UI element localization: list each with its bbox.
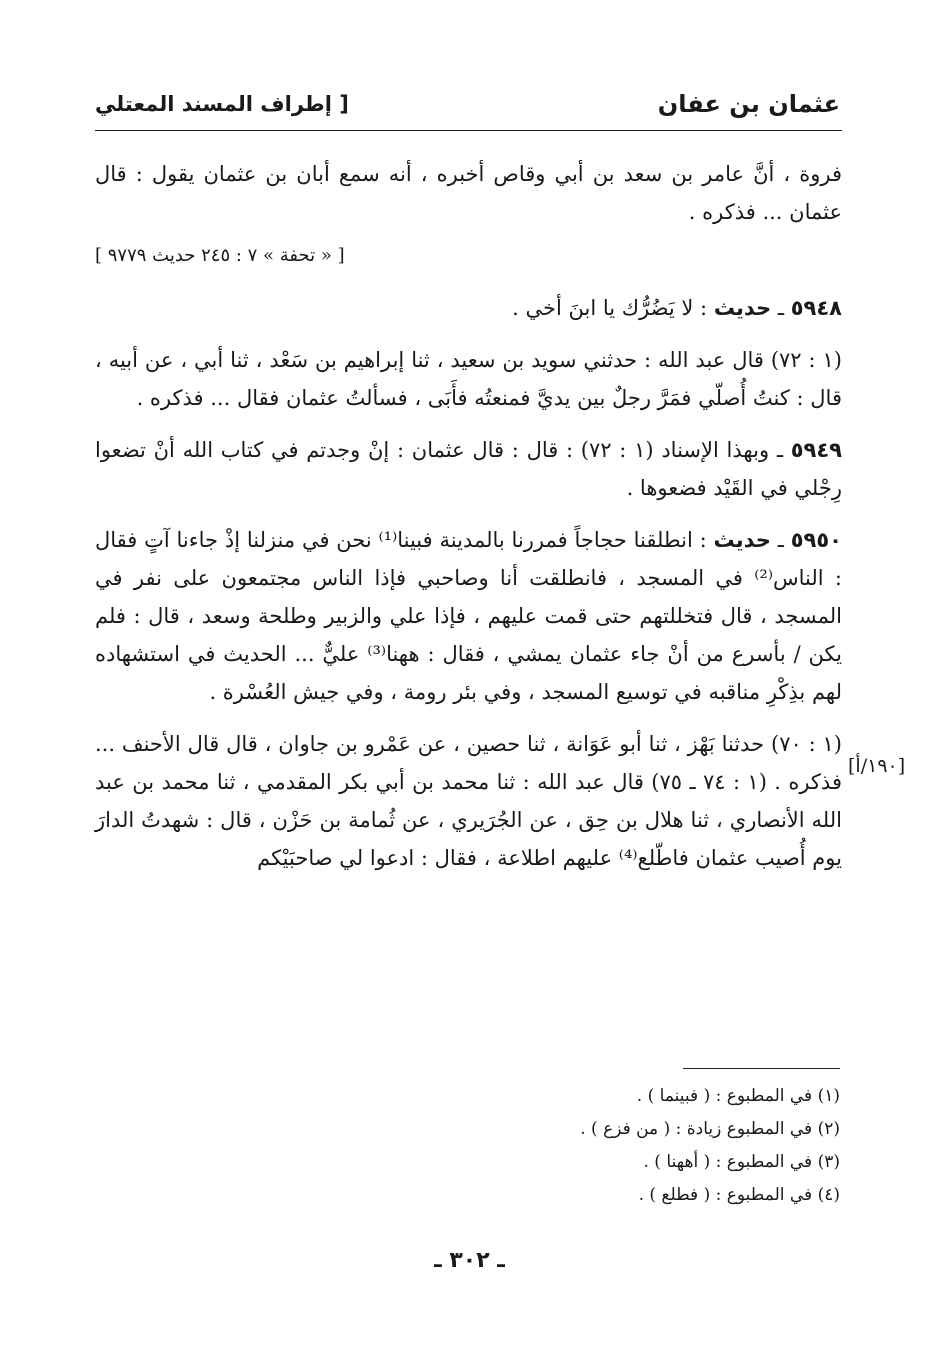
hadith-text: : انطلقنا حجاجاً فمررنا بالمدينة فبينا⁽¹⁾ نحن في منزلنا إذْ جاءنا آتٍ فقال : الناس⁽²⁾ في المسجد ، فانطلقت أنا وصاحبي فإذا الناس مجتمعون على نفر في المسجد ، قال فتخللتهم حتى قمت عليهم ، فإذا علي والزبير وطلحة وسعد ، قال : فلم يكن / بأسرع من أنْ جاء عثمان يمشي ، فقال : ههنا⁽³⁾ عليٌّ ... الحديث في استشهاده لهم بذِكْرِ مناقبه في توسيع المسجد ، وفي بئر رومة ، وفي جيش العُسْرة . [95,528,842,704]
isnad-paragraph: (١ : ٧٢) قال عبد الله : حدثني سويد بن سعيد ، ثنا إبراهيم بن سَعْد ، ثنا أبي ، عن أبيه ، قال : كنتُ أُصلّي فمَرَّ رجلٌ بين يديَّ فمنعتُه فأَبَى ، فسألتُ عثمان فقال ... فذكره . [95,348,842,410]
footnote-2: (٢) في المطبوع زيادة : ( من فزع ) . [580,1119,840,1139]
header-book-title: [ إطراف المسند المعتلي [95,92,349,116]
manuscript-folio-marker: [١٩٠/أ] [848,755,906,777]
citation-reference: [ « تحفة » ٧ : ٢٤٥ حديث ٩٧٧٩ ] [95,245,345,266]
running-header [95,90,840,130]
hadith-number: ٥٩٤٩ [790,438,842,462]
hadith-5948: ٥٩٤٨ ـ حديث : لا يَضُرُّك يا ابنَ أخي . [512,296,842,320]
hadith-5950: ٥٩٥٠ ـ حديث : انطلقنا حجاجاً فمررنا بالمدينة فبينا⁽¹⁾ نحن في منزلنا إذْ جاءنا آتٍ فقال : الناس⁽²⁾ في المسجد ، فانطلقت أنا وصاحبي فإذا الناس مجتمعون على نفر في المسجد ، قال فتخللتهم حتى قمت عليهم ، فإذا علي والزبير وطلحة وسعد ، قال : فلم يكن / بأسرع من أنْ جاء عثمان يمشي ، فقال : ههنا⁽³⁾ عليٌّ ... الحديث في استشهاده لهم بذِكْرِ مناقبه في توسيع المسجد ، وفي بئر رومة ، وفي جيش العُسْرة . [95,528,842,704]
footnote-divider [683,1068,840,1069]
hadith-keyword: حديث [713,528,771,552]
main-text [95,155,842,891]
isnad-paragraph-2: (١ : ٧٠) حدثنا بَهْز ، ثنا أبو عَوَانة ، ثنا حصين ، عن عَمْرو بن جاوان ، قال قال الأحنف ... فذكره . (١ : ٧٤ ـ ٧٥) قال عبد الله : ثنا محمد بن أبي بكر المقدمي ، ثنا محمد بن عبد الله الأنصاري ، ثنا هلال بن حِق ، عن الجُرَيري ، عن ثُمامة بن حَزْن ، قال : شهدتُ الدارَ يوم أُصيب عثمان فاطّلع⁽⁴⁾ عليهم اطلاعة ، فقال : ادعوا لي صاحبَيْكم [95,732,842,870]
page-number: ـ ٣٠٢ ـ [434,1248,505,1273]
hadith-text: ـ وبهذا الإسناد (١ : ٧٢) : قال : قال عثمان : إنْ وجدتم في كتاب الله أنْ تضعوا رِجْلي في القَيْد فضعوها . [95,438,842,500]
footnotes [95,1080,840,1212]
paragraph-continuation: فروة ، أنَّ عامر بن سعد بن أبي وقاص أخبره ، أنه سمع أبان بن عثمان يقول : قال عثمان ... فذكره . [95,162,842,224]
hadith-number: ٥٩٥٠ [790,528,842,552]
hadith-keyword: حديث [713,296,772,320]
hadith-number: ٥٩٤٨ [790,296,842,320]
footnote-3: (٣) في المطبوع : ( أههنا ) . [643,1152,840,1172]
hadith-5949 [95,431,842,507]
footnote-4: (٤) في المطبوع : ( فطلع ) . [638,1185,840,1205]
header-chapter-title: عثمان بن عفان [657,90,840,118]
hadith-text: : لا يَضُرُّك يا ابنَ أخي . [512,296,708,320]
header-divider [95,130,842,131]
footnote-1: (١) في المطبوع : ( فبينما ) . [636,1086,840,1106]
